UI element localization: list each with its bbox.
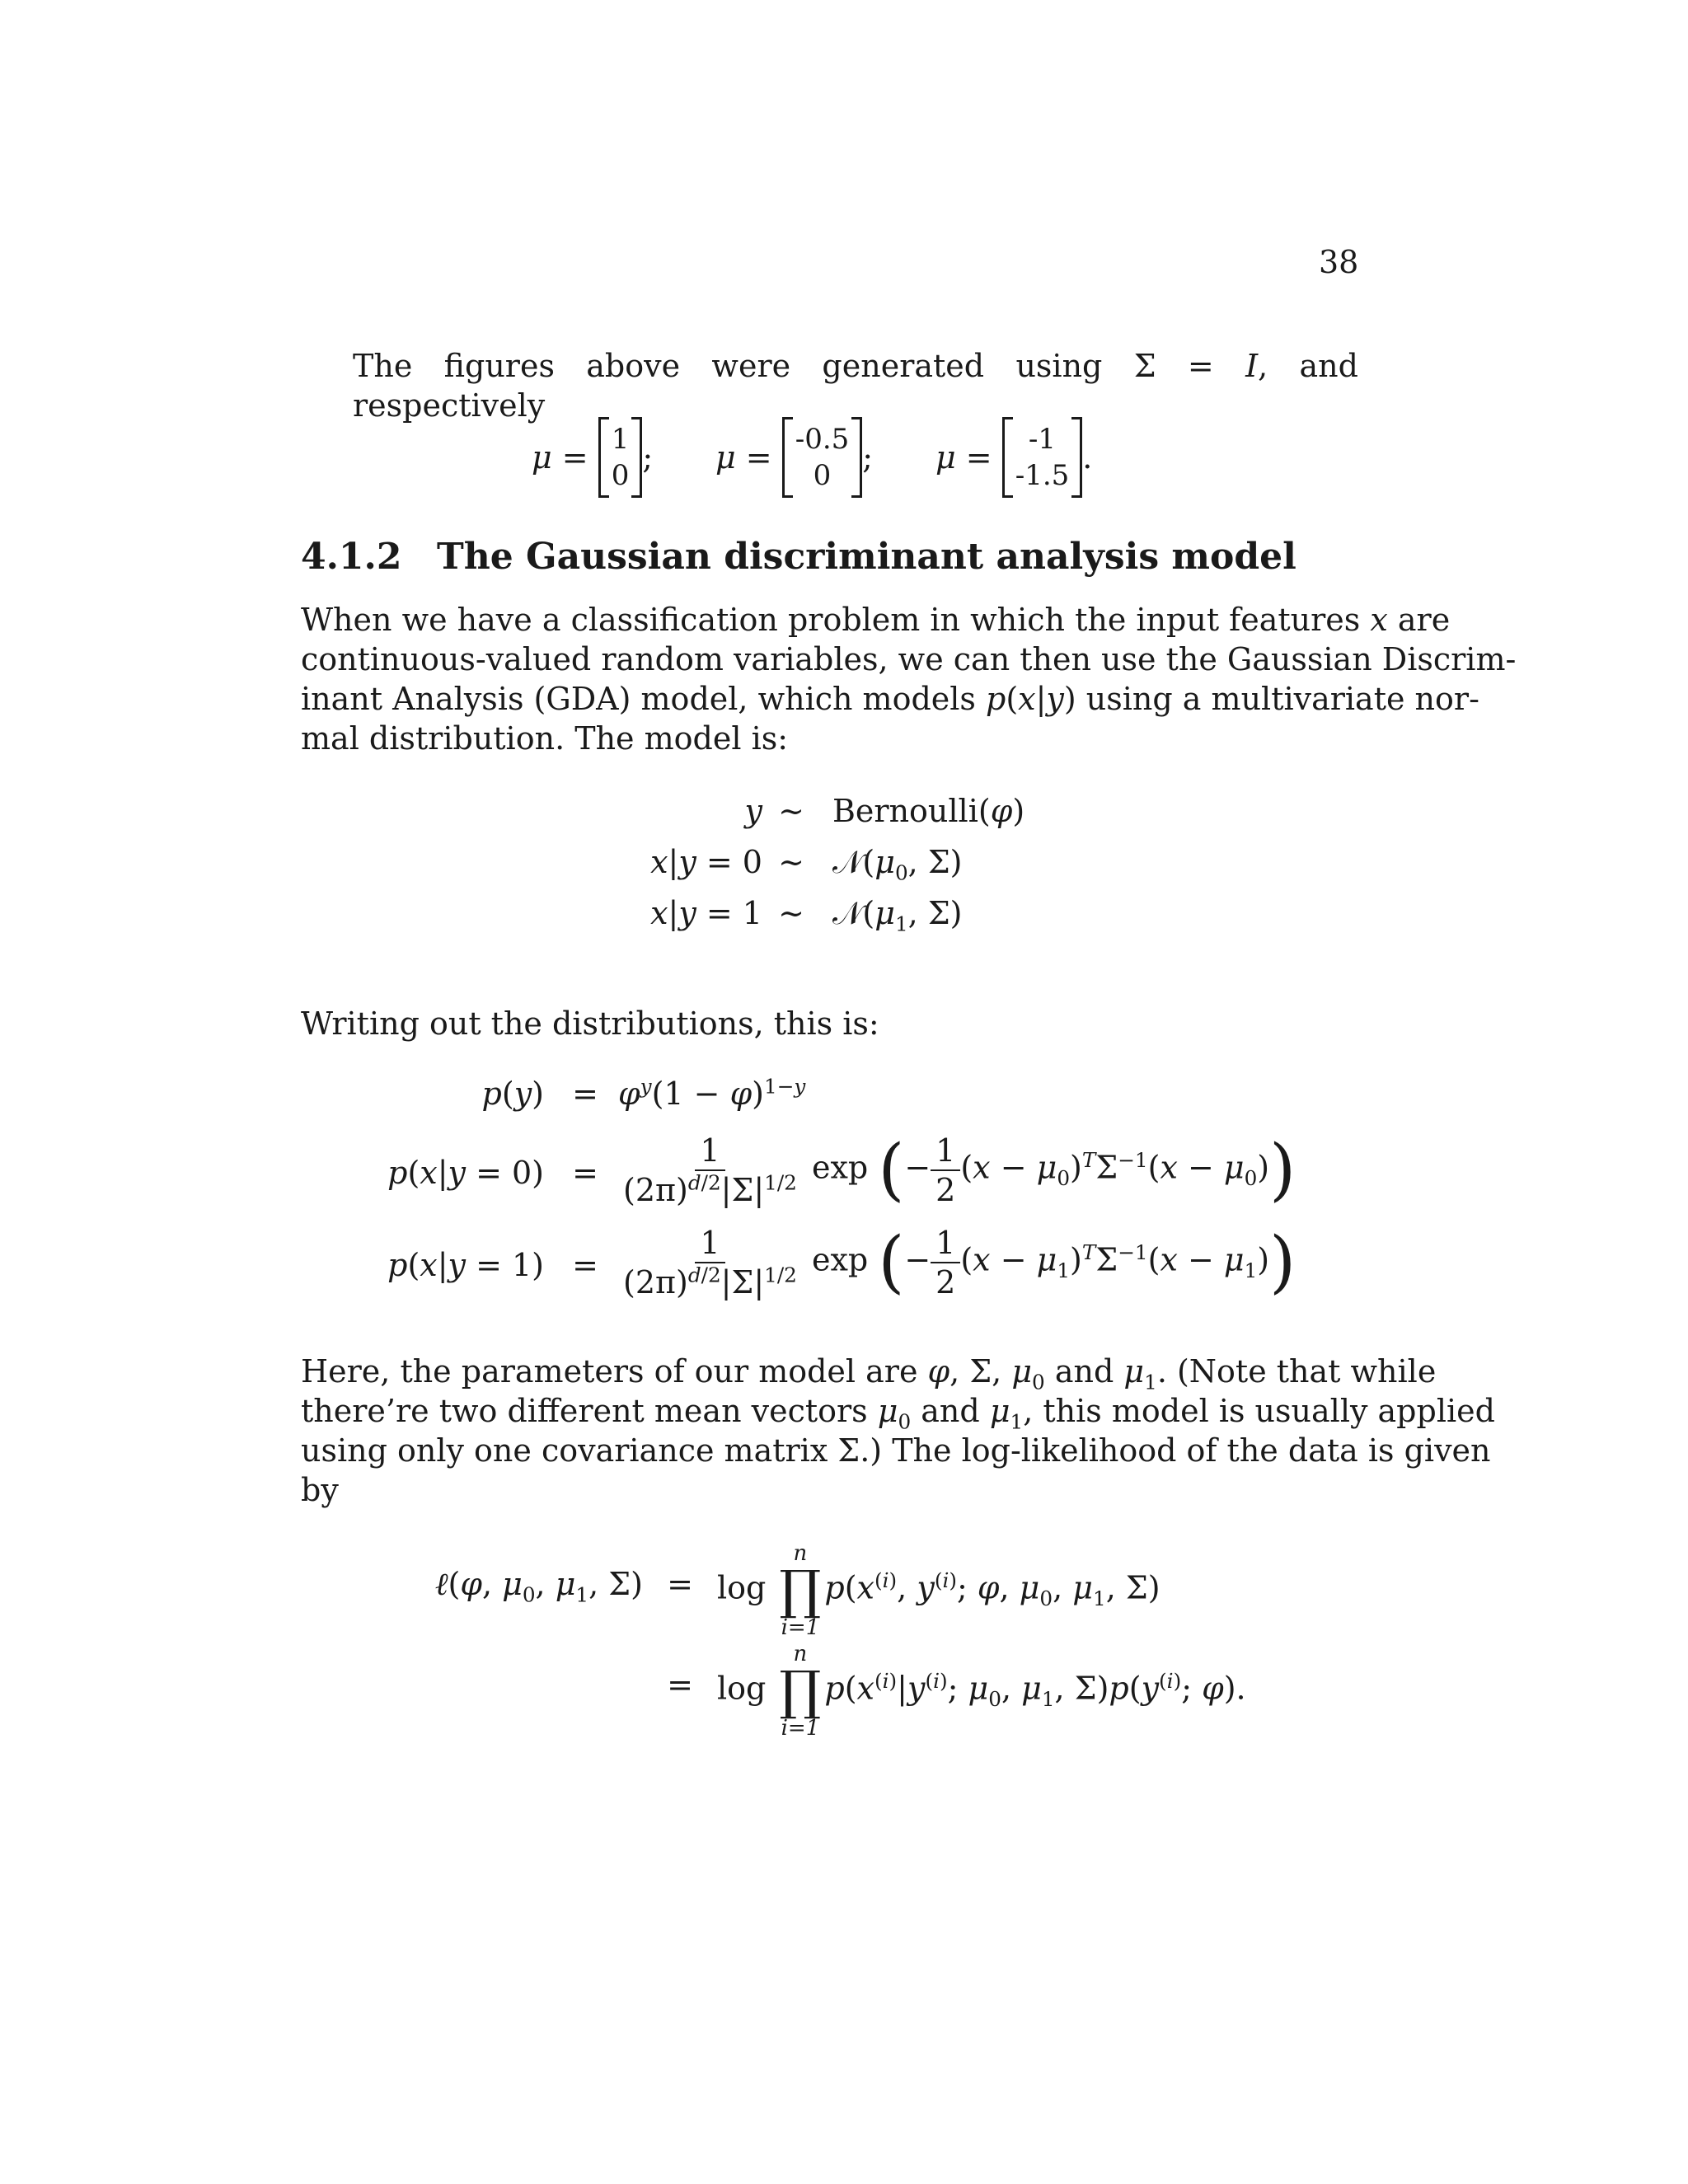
- eq-op: =: [667, 1666, 693, 1703]
- eq-op: =: [572, 1155, 598, 1191]
- paragraph-line: When we have a classification problem in which the input features x are: [301, 602, 1451, 638]
- half-fraction: $\frac{1}{2}$: [931, 1132, 960, 1209]
- intro-line: The figures above were generated using Σ = I, and respectively: [353, 348, 1358, 424]
- eq-lhs: x|y = 1: [650, 895, 762, 931]
- matrix-bracket: [1002, 417, 1083, 498]
- mu-label: μ: [935, 439, 956, 476]
- normalizer-fraction: [618, 1132, 802, 1209]
- eq-rhs: $𝒩(\mu_0$, Σ): [832, 844, 963, 885]
- mu-vector-2: μ = -0.5 0 ;: [715, 412, 873, 503]
- fraction-numerator: 1: [695, 1224, 724, 1263]
- eq-op: =: [572, 1076, 598, 1112]
- paragraph-line: by: [301, 1472, 339, 1508]
- eq-op: =: [667, 1566, 693, 1602]
- eq-rhs: $\frac{1}{(2\pi)^{d/2}|\Sigma|^{1/2}}$ exp (− $\frac{1}{2}$ $(x - \mu_0)^T\Sigma^{-1}(x - \mu_0)$): [618, 1132, 1296, 1209]
- mu-vector-1: μ = 1 0 ;: [532, 412, 653, 503]
- section-title: The Gaussian discriminant analysis model: [437, 536, 1296, 578]
- exp-label: exp: [811, 1241, 869, 1278]
- eq-lhs: ℓ(φ, $\mu_0$, $\mu_1$, Σ): [434, 1566, 643, 1607]
- paragraph-line: Writing out the distributions, this is:: [301, 1005, 879, 1042]
- log-label: log: [717, 1569, 767, 1606]
- eq-lhs: x|y = 0: [650, 844, 762, 880]
- section-number: 4.1.2: [301, 536, 402, 578]
- eq-op: ∼: [778, 793, 804, 829]
- mu-vector-3: μ = -1 -1.5 .: [935, 412, 1092, 503]
- eq-rhs: $𝒩(\mu_1$, Σ): [832, 895, 963, 936]
- fraction-denominator: $(2\pi)^{d/2}|\Sigma|^{1/2}$: [623, 1170, 797, 1208]
- paragraph-line: mal distribution. The model is:: [301, 720, 789, 757]
- half-fraction: $\frac{1}{2}$: [931, 1224, 960, 1301]
- eq-op: =: [572, 1247, 598, 1283]
- eq-lhs: p(y): [481, 1076, 544, 1112]
- mu-label: μ: [715, 439, 736, 476]
- fraction-numerator: 1: [695, 1132, 724, 1171]
- product-operator: n ∏ i=1: [779, 1642, 822, 1741]
- section-heading: [301, 536, 1296, 578]
- separator: .: [1082, 439, 1093, 476]
- separator: ;: [642, 439, 654, 476]
- eq-op: ∼: [778, 895, 804, 931]
- paragraph-line: inant Analysis (GDA) model, which models p(x|y) using a multivariate nor-: [301, 681, 1479, 717]
- separator: ;: [862, 439, 874, 476]
- vector-bottom: 0: [813, 459, 832, 492]
- paragraph-gda-intro: [301, 600, 1517, 758]
- eq-op: ∼: [778, 844, 804, 880]
- eq-lhs: y: [744, 793, 762, 829]
- matrix-bracket: [598, 417, 643, 498]
- vector-top: 1: [611, 423, 630, 456]
- eq-lhs: p(x|y = 0): [387, 1155, 544, 1191]
- product-operator: n ∏ i=1: [779, 1541, 822, 1640]
- eq-rhs: $\varphi^y(1 - \varphi)^{1-y}$: [618, 1074, 806, 1112]
- paragraph-line: continuous-valued random variables, we can then use the Gaussian Discrim-: [301, 641, 1517, 677]
- exp-label: exp: [811, 1149, 869, 1186]
- eq-rhs: log n ∏ i=1 $p(x^{(i)}|y^{(i)}$; $\mu_0$, $\mu_1$, $\Sigma)p(y^{(i)}$; φ).: [717, 1642, 1246, 1741]
- vector-bottom: 0: [611, 459, 630, 492]
- mu-vectors: [0, 412, 1688, 503]
- page-number: 38: [1319, 244, 1359, 280]
- eq-lhs: p(x|y = 1): [387, 1247, 544, 1283]
- paragraph-line: using only one covariance matrix Σ.) The log-likelihood of the data is given: [301, 1432, 1491, 1469]
- matrix-bracket: [782, 417, 863, 498]
- vector-top: -1: [1028, 423, 1057, 456]
- paragraph-line: there’re two different mean vectors $\mu_0$ and $\mu_1$, this model is usually applied: [301, 1393, 1495, 1434]
- paragraph-writing-out: [301, 1004, 1358, 1043]
- paragraph-line: Here, the parameters of our model are φ, Σ, $\mu_0$ and $\mu_1$. (Note that while: [301, 1353, 1437, 1394]
- vector-top: -0.5: [795, 423, 850, 456]
- paragraph-parameters: [301, 1352, 1495, 1510]
- fraction-denominator: $(2\pi)^{d/2}|\Sigma|^{1/2}$: [623, 1263, 797, 1301]
- eq-rhs: $\frac{1}{(2\pi)^{d/2}|\Sigma|^{1/2}}$ exp (− $\frac{1}{2}$ $(x - \mu_1)^T\Sigma^{-1}(x - \mu_1)$): [618, 1224, 1296, 1301]
- normalizer-fraction: [618, 1224, 802, 1301]
- eq-rhs: log n ∏ i=1 $p(x^{(i)}$, $y^{(i)}$; φ, $\mu_0$, $\mu_1$, Σ): [717, 1541, 1160, 1640]
- mu-label: μ: [532, 439, 552, 476]
- log-label: log: [717, 1670, 767, 1707]
- eq-rhs: Bernoulli(φ): [832, 793, 1025, 829]
- vector-bottom: -1.5: [1015, 459, 1070, 492]
